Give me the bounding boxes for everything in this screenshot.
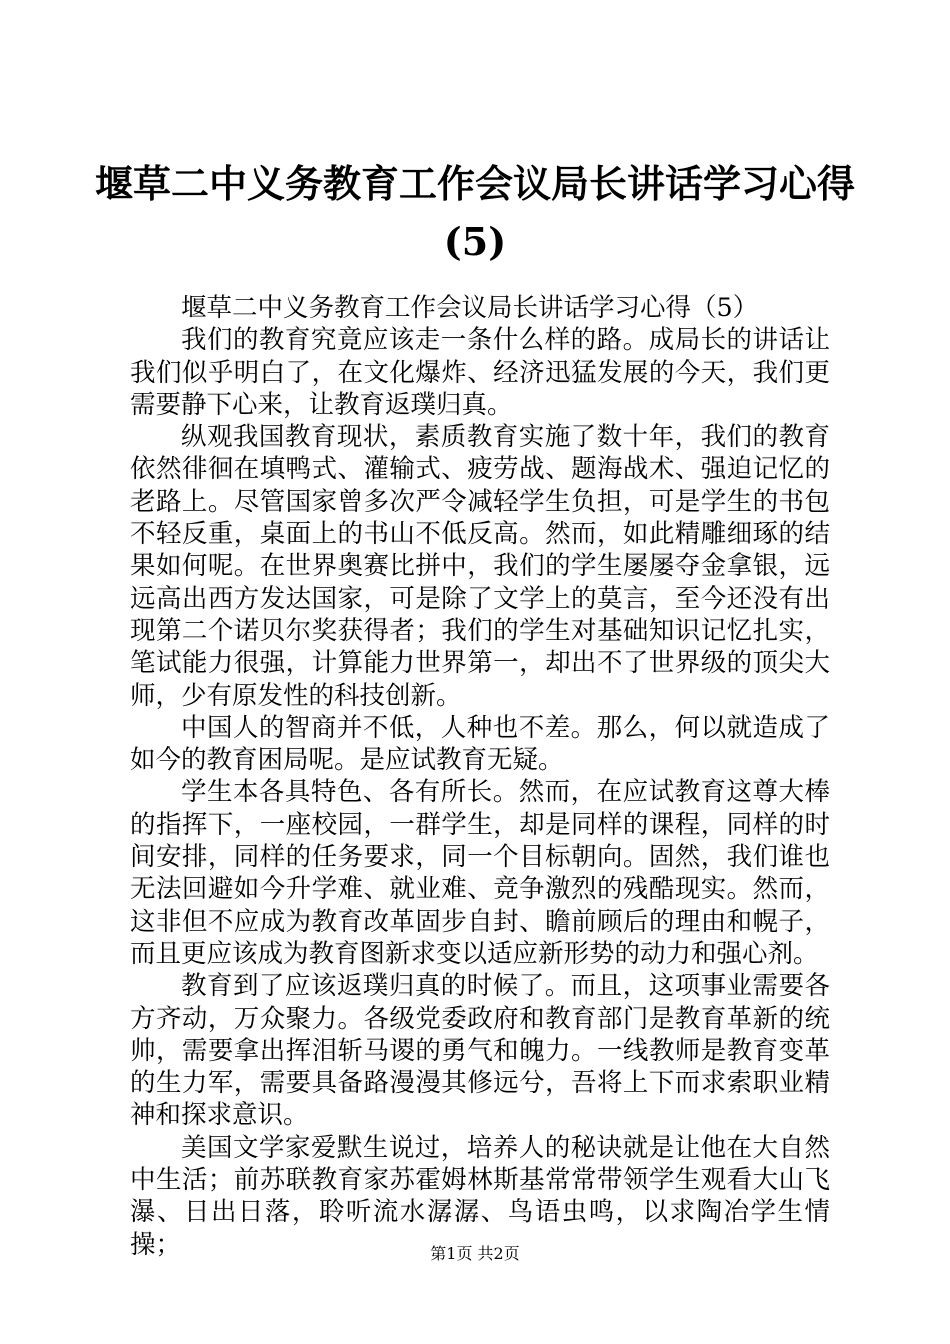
- paragraph: 学生本各具特色、各有所长。然而，在应试教育这尊大棒的指挥下，一座校园，一群学生，却是同样的课程，同样的时间安排，同样的任务要求，同一个目标朝向。固然，我们谁也无法回避如今升学难、就业难、竞争激烈的残酷现实。然而，这非但不应成为教育改革固步自封、瞻前顾后的理由和幌子，而且更应该成为教育图新求变以适应新形势的动力和强心剂。: [130, 777, 830, 969]
- document-body: [130, 292, 830, 1261]
- document-title-suffix: (5): [443, 219, 507, 264]
- paragraph: 我们的教育究竟应该走一条什么样的路。成局长的讲话让我们似乎明白了，在文化爆炸、经济迅猛发展的今天，我们更需要静下心来，让教育返璞归真。: [130, 325, 830, 420]
- paragraph: 中国人的智商并不低，人种也不差。那么，何以就造成了如今的教育困局呢。是应试教育无疑。: [130, 712, 830, 776]
- document-subtitle: 堰草二中义务教育工作会议局长讲话学习心得（5）: [181, 293, 759, 323]
- page-footer: 第1页 共2页: [430, 1244, 520, 1263]
- paragraph: 教育到了应该返璞归真的时候了。而且，这项事业需要各方齐动，万众聚力。各级党委政府和教育部门是教育革新的统帅，需要拿出挥泪斩马谡的勇气和魄力。一线教师是教育变革的生力军，需要具备路漫漫其修远兮，吾将上下而求索职业精神和探求意识。: [130, 971, 830, 1131]
- paragraph: 美国文学家爱默生说过，培养人的秘诀就是让他在大自然中生活；前苏联教育家苏霍姆林斯基常常带领学生观看大山飞瀑、日出日落，聆听流水潺潺、鸟语虫鸣，以求陶冶学生情操；: [130, 1132, 830, 1260]
- document-title: 堰草二中义务教育工作会议局长讲话学习心得: [94, 161, 855, 206]
- paragraph: 纵观我国教育现状，素质教育实施了数十年，我们的教育依然徘徊在填鸭式、灌输式、疲劳战、题海战术、强迫记忆的老路上。尽管国家曾多次严令减轻学生负担，可是学生的书包不轻反重，桌面上的书山不低反高。然而，如此精雕细琢的结果如何呢。在世界奥赛比拼中，我们的学生屡屡夺金拿银，远远高出西方发达国家，可是除了文学上的莫言，至今还没有出现第二个诺贝尔奖获得者；我们的学生对基础知识记忆扎实，笔试能力很强，计算能力世界第一，却出不了世界级的顶尖大师，少有原发性的科技创新。: [130, 422, 830, 711]
